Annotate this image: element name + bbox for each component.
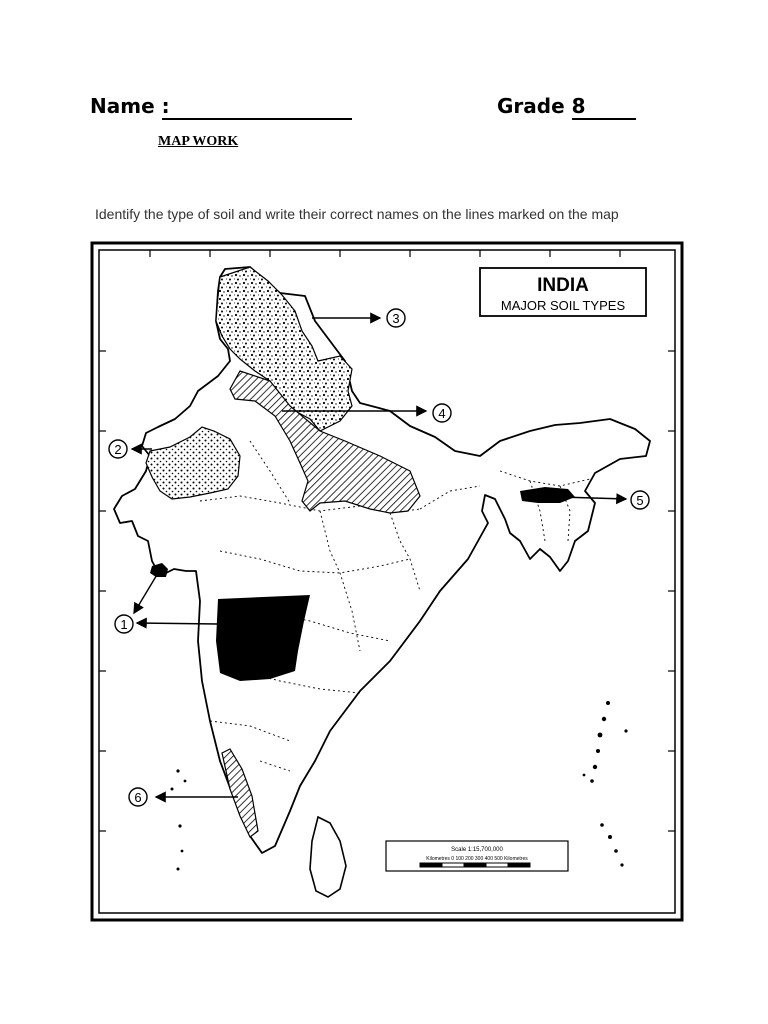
scale-bar — [420, 863, 530, 867]
marker-5-label: 5 — [636, 493, 644, 508]
marker-6 — [129, 788, 147, 806]
marker-1-label: 1 — [120, 617, 128, 632]
scale-text-2: Kilometres 0 100 200 300 400 500 Kilometres — [426, 856, 528, 862]
instruction-text: Identify the type of soil and write their correct names on the lines marked on the map — [95, 206, 619, 222]
marker-4-label: 4 — [438, 406, 446, 421]
grade-label: Grade 8 — [497, 94, 586, 118]
grade-blank-line[interactable] — [572, 118, 636, 120]
marker-4 — [433, 404, 451, 422]
map-subtitle: MAJOR SOIL TYPES — [500, 298, 626, 313]
arrow-1b — [137, 623, 218, 624]
map-title: INDIA — [537, 275, 589, 296]
marker-5 — [631, 491, 649, 509]
name-blank-line[interactable] — [162, 118, 352, 120]
india-soil-map — [90, 241, 684, 922]
worksheet-subtitle: MAP WORK — [158, 134, 239, 149]
marker-6-label: 6 — [134, 790, 142, 805]
marker-2 — [109, 440, 127, 458]
marker-1 — [115, 615, 133, 633]
scale-text-1: Scale 1:15,700,000 — [451, 847, 503, 853]
marker-3 — [387, 309, 405, 327]
marker-3-label: 3 — [392, 311, 400, 326]
marker-2-label: 2 — [114, 442, 122, 457]
name-label: Name : — [90, 94, 170, 118]
